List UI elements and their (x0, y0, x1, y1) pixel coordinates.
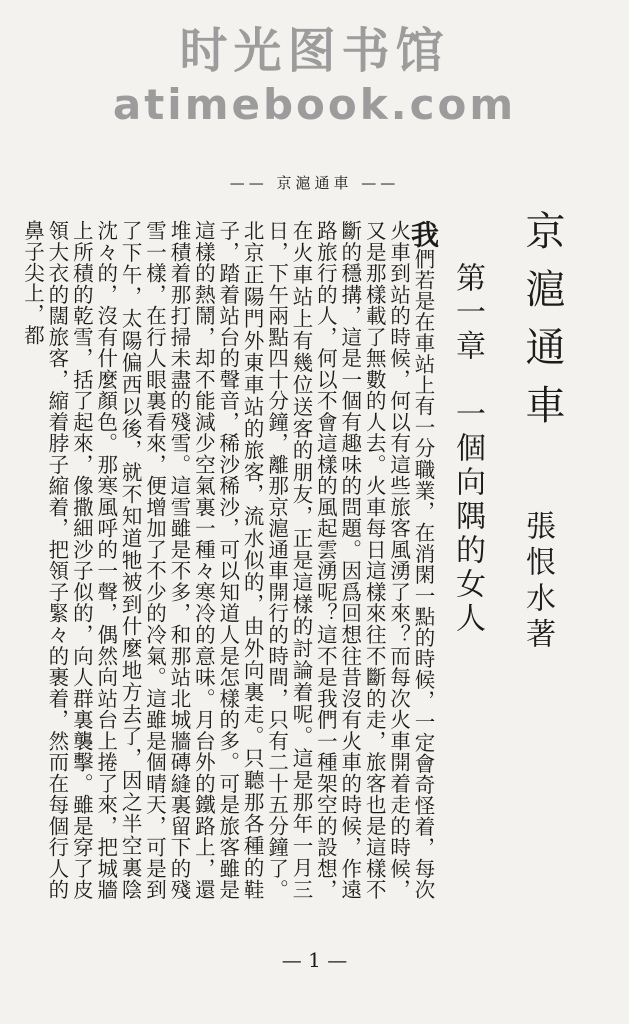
watermark-url: atimebook.com (112, 80, 517, 129)
page-number: — 1 — (281, 948, 348, 972)
watermark-title: 时光图书馆 (179, 23, 450, 79)
body-text (20, 220, 440, 900)
book-title: 京滬通車 (519, 210, 565, 442)
author-line: 張恨水著 (520, 510, 555, 654)
chapter-heading: 第一章 一個向隅的女人 (450, 262, 485, 636)
running-header: —— 京滬通車 —— (229, 174, 400, 192)
paragraph: 我們若是在車站上有一分職業，在消閑一點的時候，一定會奇怪着，每次火車到站的時候，何以有這些旅客風湧了來？而每次火車開着走的時候，又是那樣載了無數的人去。火車每日這樣來往不斷的走，旅客也是這樣不斷的穩搆，這是一個有趣味的問題。因爲回想往昔沒有火車的時候，作遠路旅行的人，何以不會這樣的風起雲湧呢？這不是我們一種架空的設想，在火車站上有幾位送客的朋友，正是這樣的討論着呢。這是那年一月三日，下午兩點四十分鐘，離那京滬通車開行的時間，只有二十五分鐘了。北京正陽門外東車站的旅客，流水似的，由外向裏走。只聽那各種的鞋子，踏着站台的聲音，稀沙稀沙，可以知道人是怎樣的多。可是旅客雖是這樣的熱鬧，却不能減少空氣裏一種々寒冷的意味。月台外的鐵路上，還堆積着那打掃未盡的殘雪。這雪雖是不多，和那站北城牆磚縫裏留下的殘雪一樣，在行人眼裏看來，便增加了不少的冷氣。這雖是個晴天，可是到了下午，太陽偏西以後，就不知道牠被到什麼地方去了，因之半空裏陰沈々的，沒有什麼顏色。那寒風呼的一聲，偶然向站台上捲了來，把城牆上所積的乾雪，括了起來，像撒細沙子似的，向人群裏襲擊。雖是穿了皮領大衣的闊旅客，縮着脖子縮着，把領子緊々的裹着，然而在每個行人的鼻子尖上，都 (20, 220, 440, 900)
